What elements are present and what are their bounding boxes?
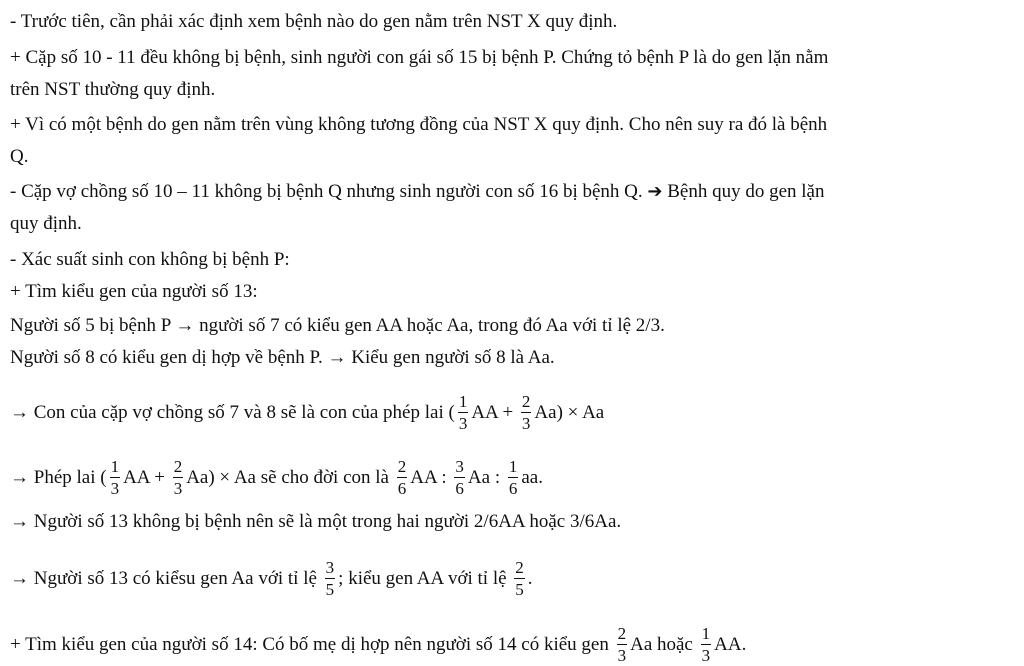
text-line: Người số 8 có kiểu gen dị hợp về bệnh P. → Kiểu gen người số 8 là Aa. bbox=[10, 347, 555, 368]
text-segment: → Con của cặp vợ chồng số 7 và 8 sẽ là con của phép lai ( bbox=[10, 401, 455, 423]
text-segment: Aa : bbox=[467, 466, 505, 488]
text-line: Q. bbox=[10, 146, 29, 167]
text-line bbox=[10, 626, 1018, 665]
fraction bbox=[508, 458, 519, 497]
text-line: - Xác suất sinh con không bị bệnh P: bbox=[10, 249, 290, 270]
fraction bbox=[325, 559, 336, 598]
numerator: 1 bbox=[110, 457, 120, 476]
denominator: 3 bbox=[521, 414, 531, 433]
text-line bbox=[10, 181, 1018, 203]
text-segment: . bbox=[527, 567, 533, 589]
numerator: 3 bbox=[455, 457, 464, 476]
text-line bbox=[10, 459, 1018, 498]
text-segment: Bệnh quy do gen lặn bbox=[662, 181, 825, 202]
fraction bbox=[110, 458, 121, 497]
numerator: 2 bbox=[173, 457, 183, 476]
text-line: + Cặp số 10 - 11 đều không bị bệnh, sinh người con gái số 15 bị bệnh P. Chứng tỏ bệnh P là do gen lặn nằm bbox=[10, 47, 829, 68]
fraction bbox=[458, 393, 469, 432]
numerator: 2 bbox=[397, 457, 407, 476]
text-line: + Vì có một bệnh do gen nằm trên vùng không tương đồng của NST X quy định. Cho nên suy ra đó là bệnh bbox=[10, 114, 828, 135]
denominator: 3 bbox=[110, 479, 120, 498]
text-segment: - Cặp vợ chồng số 10 – 11 không bị bệnh Q nhưng sinh người con số 16 bị bệnh Q. bbox=[10, 181, 648, 202]
numerator: 1 bbox=[458, 392, 468, 411]
numerator: 1 bbox=[508, 457, 518, 476]
numerator: 2 bbox=[617, 624, 627, 643]
text-segment: Aa) × Aa sẽ cho đời con là bbox=[186, 466, 394, 488]
fraction bbox=[454, 458, 465, 497]
text-line bbox=[10, 394, 1018, 433]
text-line: trên NST thường quy định. bbox=[10, 79, 216, 100]
text-segment: AA. bbox=[714, 633, 747, 655]
fraction bbox=[173, 458, 184, 497]
text-segment: AA + bbox=[471, 401, 518, 423]
text-segment: aa. bbox=[521, 466, 543, 488]
numerator: 2 bbox=[521, 392, 531, 411]
text-line: + Tìm kiểu gen của người số 13: bbox=[10, 281, 258, 302]
fraction bbox=[617, 625, 628, 664]
arrow-icon: ➔ bbox=[647, 181, 663, 202]
numerator: 1 bbox=[701, 624, 711, 643]
numerator: 2 bbox=[515, 558, 524, 577]
text-line: - Trước tiên, cần phải xác định xem bệnh nào do gen nằm trên NST X quy định. bbox=[10, 11, 618, 32]
denominator: 5 bbox=[515, 580, 524, 599]
denominator: 3 bbox=[617, 646, 627, 665]
fraction bbox=[514, 559, 525, 598]
denominator: 6 bbox=[455, 479, 464, 498]
fraction bbox=[397, 458, 408, 497]
text-segment: Aa) × Aa bbox=[534, 401, 605, 423]
denominator: 5 bbox=[325, 580, 335, 599]
denominator: 6 bbox=[508, 479, 518, 498]
fraction bbox=[701, 625, 712, 664]
text-segment: Aa hoặc bbox=[630, 633, 698, 655]
text-segment: → Phép lai ( bbox=[10, 466, 107, 488]
text-line bbox=[10, 560, 1018, 599]
text-segment: + Tìm kiểu gen của người số 14: Có bố mẹ dị hợp nên người số 14 có kiểu gen bbox=[10, 633, 614, 655]
denominator: 3 bbox=[701, 646, 711, 665]
numerator: 3 bbox=[325, 558, 335, 577]
text-line: Người số 5 bị bệnh P → người số 7 có kiểu gen AA hoặc Aa, trong đó Aa với tỉ lệ 2/3. bbox=[10, 315, 665, 336]
denominator: 3 bbox=[458, 414, 468, 433]
text-segment: → Người số 13 có kiểsu gen Aa với tỉ lệ bbox=[10, 567, 322, 589]
fraction bbox=[521, 393, 532, 432]
text-line: → Người số 13 không bị bệnh nên sẽ là một trong hai người 2/6AA hoặc 3/6Aa. bbox=[10, 511, 622, 532]
denominator: 6 bbox=[397, 479, 407, 498]
text-line: quy định. bbox=[10, 213, 82, 234]
text-segment: AA : bbox=[410, 466, 452, 488]
denominator: 3 bbox=[173, 479, 183, 498]
text-segment: AA + bbox=[123, 466, 170, 488]
text-segment: ; kiểu gen AA với tỉ lệ bbox=[338, 567, 512, 589]
